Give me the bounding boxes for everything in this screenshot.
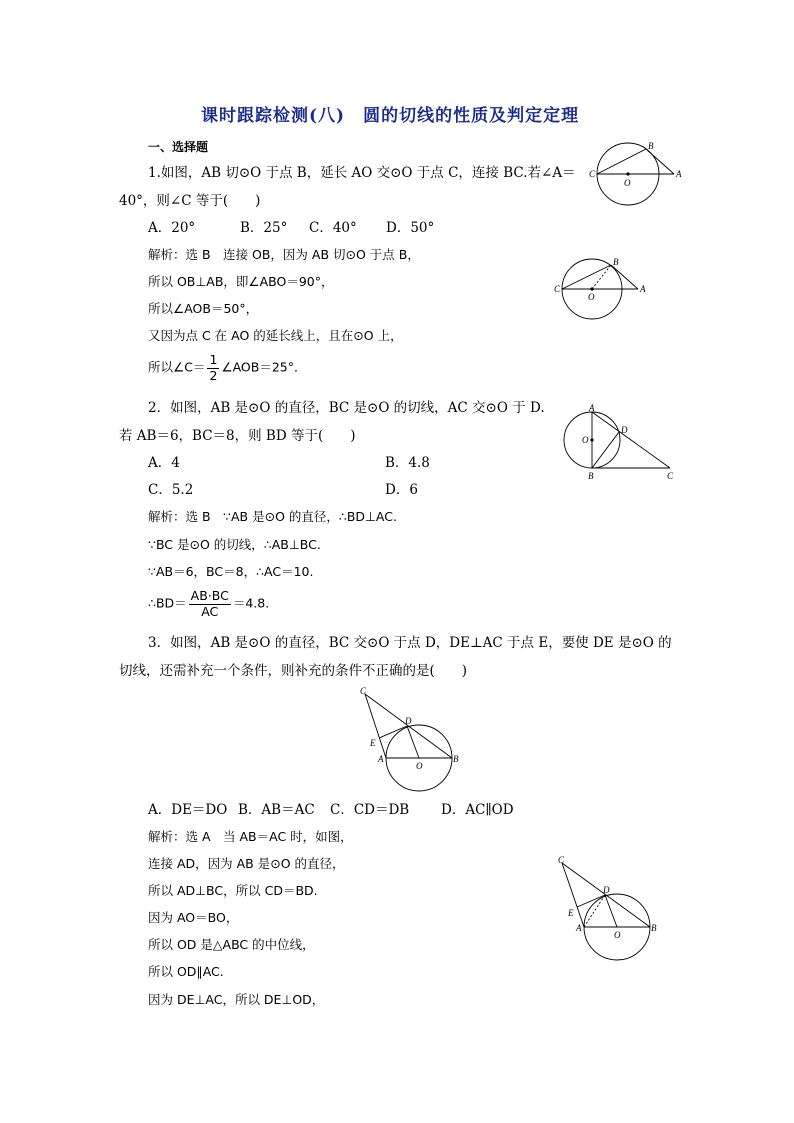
label-a: A [640, 284, 646, 294]
segment-cb [365, 694, 452, 758]
q2-solution-post: ＝4.8. [232, 595, 270, 611]
q2-option-a: A．4 [148, 455, 180, 471]
label-d: D [603, 885, 610, 895]
q2-stem-line1: 2．如图，AB 是⊙O 的直径，BC 是⊙O 的切线，AC 交⊙O 于 D. [148, 400, 545, 416]
figure-q1-solution [548, 254, 663, 326]
label-o: O [624, 178, 631, 188]
label-b: B [613, 257, 619, 267]
q3-option-a: A．DE＝DO [148, 802, 228, 818]
label-d: D [621, 425, 628, 435]
label-a: A [589, 403, 595, 413]
label-o: O [614, 930, 621, 940]
segment-de [577, 895, 605, 907]
segment-ac [592, 412, 670, 468]
q1-solution-line5 [148, 354, 298, 382]
q3-option-b: B．AB＝AC [238, 802, 315, 818]
q2-option-b: B．4.8 [385, 455, 430, 471]
q1-solution-pre: 所以∠C＝ [148, 359, 206, 375]
q2-option-c: C．5.2 [148, 482, 194, 498]
label-e: E [568, 908, 574, 918]
q1-stem-line2: 40°，则∠C 等于( ) [119, 193, 261, 209]
q3-stem-line1: 3．如图，AB 是⊙O 的直径，BC 交⊙O 于点 D，DE⊥AC 于点 E，要使 DE 是⊙O 的 [148, 635, 672, 651]
label-b: B [588, 471, 594, 481]
q1-solution-line3: 所以∠AOB＝50°， [148, 301, 259, 316]
fraction-denominator: 2 [209, 367, 218, 383]
label-o: O [582, 435, 589, 445]
segment-bd [592, 432, 619, 468]
fraction-numerator: AB·BC [190, 588, 229, 603]
label-c: C [667, 471, 674, 481]
center-point [590, 438, 593, 441]
center-point [590, 287, 593, 290]
q3-solution-line4: 因为 AO＝BO， [148, 910, 239, 925]
label-c: C [360, 686, 367, 696]
q2-option-d: D．6 [385, 482, 418, 498]
figure-q1 [575, 140, 690, 210]
label-c: C [589, 169, 596, 179]
q2-solution-line2: ∵BC 是⊙O 的切线，∴AB⊥BC. [148, 537, 321, 552]
label-b: B [453, 754, 459, 764]
figure-q2 [560, 402, 685, 484]
q1-option-b: B．25° [240, 220, 288, 236]
q1-solution-line4: 又因为点 C 在 AO 的延长线上，且在⊙O 上， [148, 328, 403, 343]
section-heading: 一、选择题 [148, 140, 209, 154]
label-a: A [576, 923, 582, 933]
label-a: A [676, 169, 682, 179]
fraction [189, 590, 231, 618]
label-b: B [651, 923, 657, 933]
q2-stem-line2: 若 AB＝6，BC＝8，则 BD 等于( ) [119, 428, 356, 444]
q3-solution-line2: 连接 AD，因为 AB 是⊙O 的直径， [148, 856, 345, 871]
segment-do [407, 726, 419, 758]
q3-option-d: D．AC∥OD [441, 802, 514, 818]
q2-solution-line3: ∵AB＝6，BC＝8，∴AC＝10. [148, 564, 314, 579]
segment-de [379, 726, 407, 738]
q3-stem-line2: 切线，还需补充一个条件，则补充的条件不正确的是( ) [119, 663, 468, 679]
label-o: O [416, 761, 423, 771]
q1-solution-line2: 所以 OB⊥AB，即∠ABO＝90°， [148, 274, 334, 289]
segment-ba [611, 265, 638, 289]
q1-solution-post: ∠AOB＝25°. [221, 359, 298, 375]
fraction-denominator: AC [201, 603, 219, 619]
q3-solution-line7: 因为 DE⊥AC，所以 DE⊥OD， [148, 992, 325, 1007]
q3-solution-line6: 所以 OD∥AC. [148, 964, 224, 979]
segment-ca [365, 694, 386, 758]
label-c: C [554, 284, 561, 294]
q1-option-d: D．50° [386, 220, 435, 236]
page-title: 课时跟踪检测(八) 圆的切线的性质及判定定理 [201, 106, 580, 126]
center-point [626, 172, 629, 175]
fraction [207, 354, 219, 382]
label-b: B [648, 141, 654, 151]
label-o: O [588, 292, 595, 302]
label-d: D [405, 716, 412, 726]
fraction-numerator: 1 [209, 352, 218, 367]
segment-ba [646, 149, 674, 174]
segment-ob-dashed [592, 265, 611, 289]
q2-solution-line1: 解析：选 B ∵AB 是⊙O 的直径，∴BD⊥AC. [148, 509, 397, 524]
segment-cb [562, 863, 650, 927]
figure-q3-solution [552, 856, 667, 964]
q1-stem-line1: 1.如图，AB 切⊙O 于点 B，延长 AO 交⊙O 于点 C，连接 BC.若∠A＝ [148, 165, 576, 181]
q2-solution-pre: ∴BD＝ [148, 595, 187, 611]
q2-solution-line4 [148, 590, 269, 618]
q1-option-c: C．40° [309, 220, 357, 236]
label-e: E [370, 738, 376, 748]
label-c: C [558, 855, 565, 865]
q3-solution-line5: 所以 OD 是△ABC 的中位线， [148, 937, 315, 952]
q1-solution-line1: 解析：选 B 连接 OB，因为 AB 切⊙O 于点 B， [148, 247, 420, 262]
segment-do [605, 895, 617, 927]
q1-option-a: A．20° [148, 220, 196, 236]
q3-solution-line3: 所以 AD⊥BC，所以 CD＝BD. [148, 883, 318, 898]
segment-cb [597, 149, 646, 174]
figure-q3 [355, 686, 470, 796]
segment-cb [562, 265, 611, 289]
q3-option-c: C．CD＝DB [330, 802, 410, 818]
label-a: A [378, 754, 384, 764]
q3-solution-line1: 解析：选 A 当 AB＝AC 时，如图， [148, 829, 353, 844]
